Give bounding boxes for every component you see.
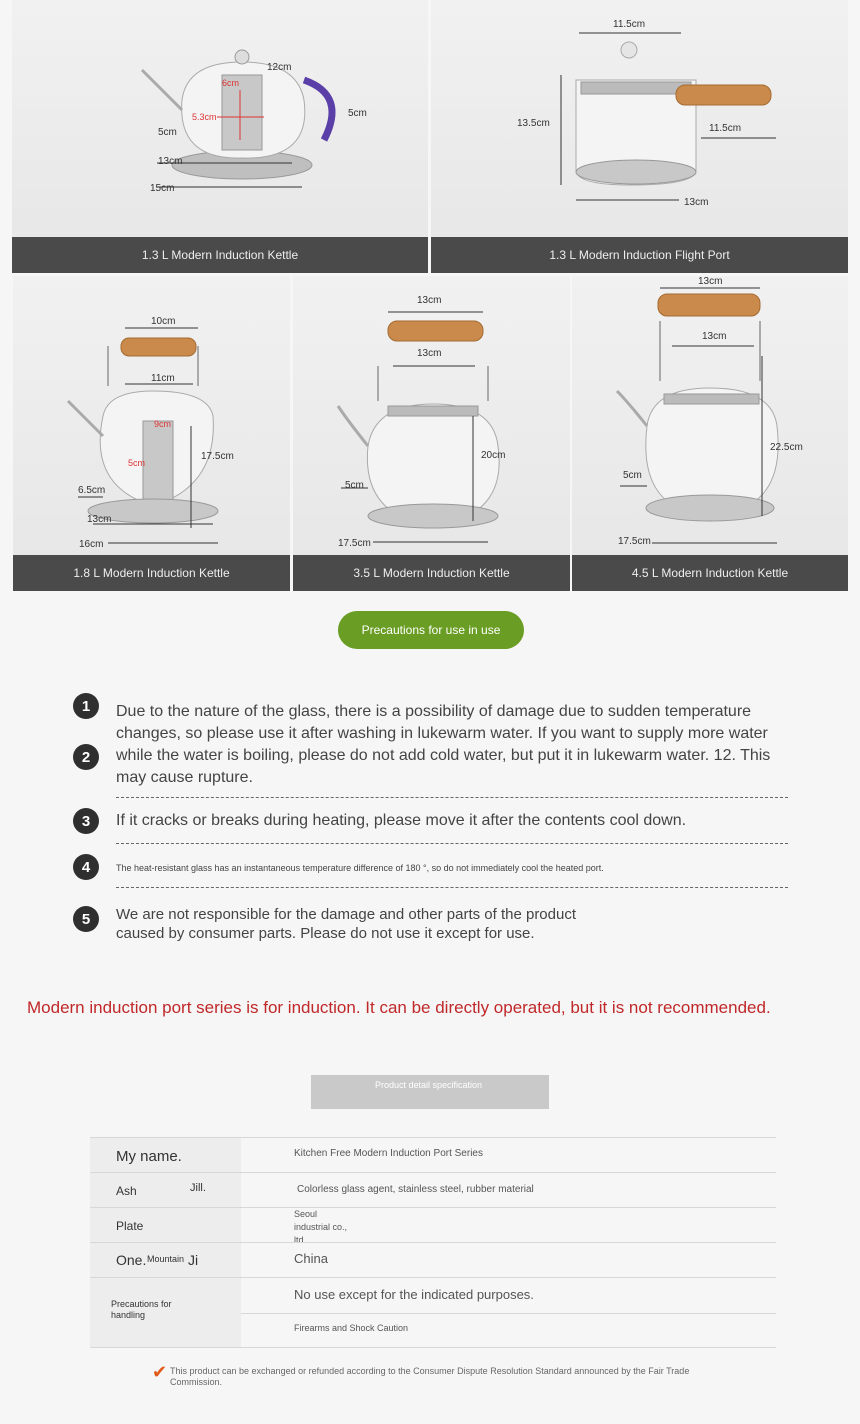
precaution-text-1: Due to the nature of the glass, there is a possibility of damage due to sudden temperature changes, so please use it after washing in lukewarm water. If you want to supply more water while the water is boiling, please do not add cold water, but put it in lukewarm water. 12. This may cause rupture. xyxy=(116,703,771,786)
spec-row-material xyxy=(90,1172,776,1207)
spec-value: Kitchen Free Modern Induction Port Series xyxy=(294,1148,483,1159)
spec-row-handling xyxy=(90,1277,776,1347)
kettle-4-illustration xyxy=(293,276,570,555)
dim-label: 5.3cm xyxy=(192,112,217,122)
dim-label: 13cm xyxy=(702,331,727,342)
precaution-number-1: 1 xyxy=(73,693,99,719)
dim-label: 5cm xyxy=(345,480,364,491)
spec-row-name xyxy=(90,1137,776,1172)
product-caption: 3.5 L Modern Induction Kettle xyxy=(293,555,570,591)
spec-label-text: Ash xyxy=(116,1184,137,1198)
dim-label: 13.5cm xyxy=(517,118,550,129)
footnote-text: This product can be exchanged or refunded according to the Consumer Dispute Resolution Standard announced by the Fair Trade Commission. xyxy=(170,1366,690,1387)
spec-row-origin xyxy=(90,1242,776,1277)
checkmark-icon: ✔ xyxy=(152,1362,168,1382)
dim-label: 13cm xyxy=(417,348,442,359)
dim-label: 17.5cm xyxy=(618,536,651,547)
spec-row-manufacturer xyxy=(90,1207,776,1245)
precaution-number-2: 2 xyxy=(73,744,99,770)
dim-label: 5cm xyxy=(158,127,177,138)
divider xyxy=(116,797,788,798)
dim-label: 10cm xyxy=(151,316,176,327)
dim-label: 9cm xyxy=(154,419,172,429)
spec-label xyxy=(90,1278,241,1347)
dim-label: 13cm xyxy=(417,295,442,306)
product-photo-3 xyxy=(13,276,290,591)
spec-label-text: Precautions for handling xyxy=(111,1299,172,1320)
dim-label: 11cm xyxy=(151,373,175,384)
dim-label: 5cm xyxy=(348,108,367,119)
dim-label: 6cm xyxy=(222,78,240,88)
product-photo-1 xyxy=(12,0,428,273)
divider xyxy=(90,1347,776,1348)
precaution-number-5: 5 xyxy=(73,906,99,932)
dim-label: 5cm xyxy=(623,470,642,481)
product-photo-5 xyxy=(572,276,848,591)
dim-label: 13cm xyxy=(158,156,183,167)
product-photo-2 xyxy=(431,0,848,273)
dim-label: 16cm xyxy=(79,539,104,550)
dim-label: 17.5cm xyxy=(338,538,371,549)
precaution-text-3: If it cracks or breaks during heating, please move it after the contents cool down. xyxy=(116,812,687,829)
precautions-button[interactable]: Precautions for use in use xyxy=(338,611,524,649)
dim-label: 12cm xyxy=(267,62,292,73)
spec-value: Colorless glass agent, stainless steel, rubber material xyxy=(297,1184,534,1195)
kettle-1-illustration xyxy=(12,0,428,237)
precaution-text-4: The heat-resistant glass has an instantaneous temperature difference of 180 °, so do not immediately cool the heated port. xyxy=(116,863,604,873)
spec-label xyxy=(90,1208,241,1242)
spec-label xyxy=(90,1138,241,1172)
dim-label: 5cm xyxy=(128,458,146,468)
spec-value: China xyxy=(294,1251,328,1266)
dim-label: 22.5cm xyxy=(770,442,803,453)
product-caption: 4.5 L Modern Induction Kettle xyxy=(572,555,848,591)
precaution-number-3: 3 xyxy=(73,808,99,834)
product-photo-4 xyxy=(293,276,570,591)
dim-label: 6.5cm xyxy=(78,485,106,496)
spec-label xyxy=(90,1173,241,1207)
product-caption: 1.3 L Modern Induction Flight Port xyxy=(431,237,848,273)
flight-port-illustration xyxy=(431,0,848,237)
spec-label-text: Jill. xyxy=(190,1182,206,1194)
divider xyxy=(241,1313,776,1314)
divider xyxy=(116,887,788,888)
spec-value: Seoul industrial co., ltd xyxy=(294,1209,348,1245)
divider xyxy=(116,843,788,844)
induction-notice: Modern induction port series is for induction. It can be directly operated, but it is not recommended. xyxy=(27,998,771,1017)
precaution-number-4: 4 xyxy=(73,854,99,880)
spec-label xyxy=(90,1243,241,1277)
kettle-3-illustration xyxy=(13,276,290,555)
spec-value: No use except for the indicated purposes. xyxy=(294,1287,534,1302)
spec-label-text: One. xyxy=(116,1252,147,1268)
dim-label: 20cm xyxy=(481,450,506,461)
product-detail-spec-button[interactable]: Product detail specification xyxy=(311,1075,549,1109)
spec-label-text: Mountain xyxy=(147,1254,185,1264)
dim-label: 11.5cm xyxy=(613,19,646,30)
spec-label-text: Plate xyxy=(116,1219,144,1233)
product-caption: 1.3 L Modern Induction Kettle xyxy=(12,237,428,273)
spec-label-text: My name. xyxy=(116,1148,182,1165)
dim-label: 11.5cm xyxy=(709,123,742,134)
kettle-5-illustration xyxy=(572,276,848,555)
dim-label: 13cm xyxy=(684,197,709,208)
spec-value: Firearms and Shock Caution xyxy=(294,1323,409,1333)
dim-label: 15cm xyxy=(150,183,175,194)
spec-table xyxy=(90,1137,776,1333)
dim-label: 13cm xyxy=(87,514,112,525)
dim-label: 17.5cm xyxy=(201,451,234,462)
dim-label: 13cm xyxy=(698,276,723,287)
precaution-text-5: We are not responsible for the damage and other parts of the product caused by consumer parts. Please do not use it except for use. xyxy=(116,906,577,942)
product-caption: 1.8 L Modern Induction Kettle xyxy=(13,555,290,591)
spec-label-text: Ji xyxy=(188,1252,199,1268)
